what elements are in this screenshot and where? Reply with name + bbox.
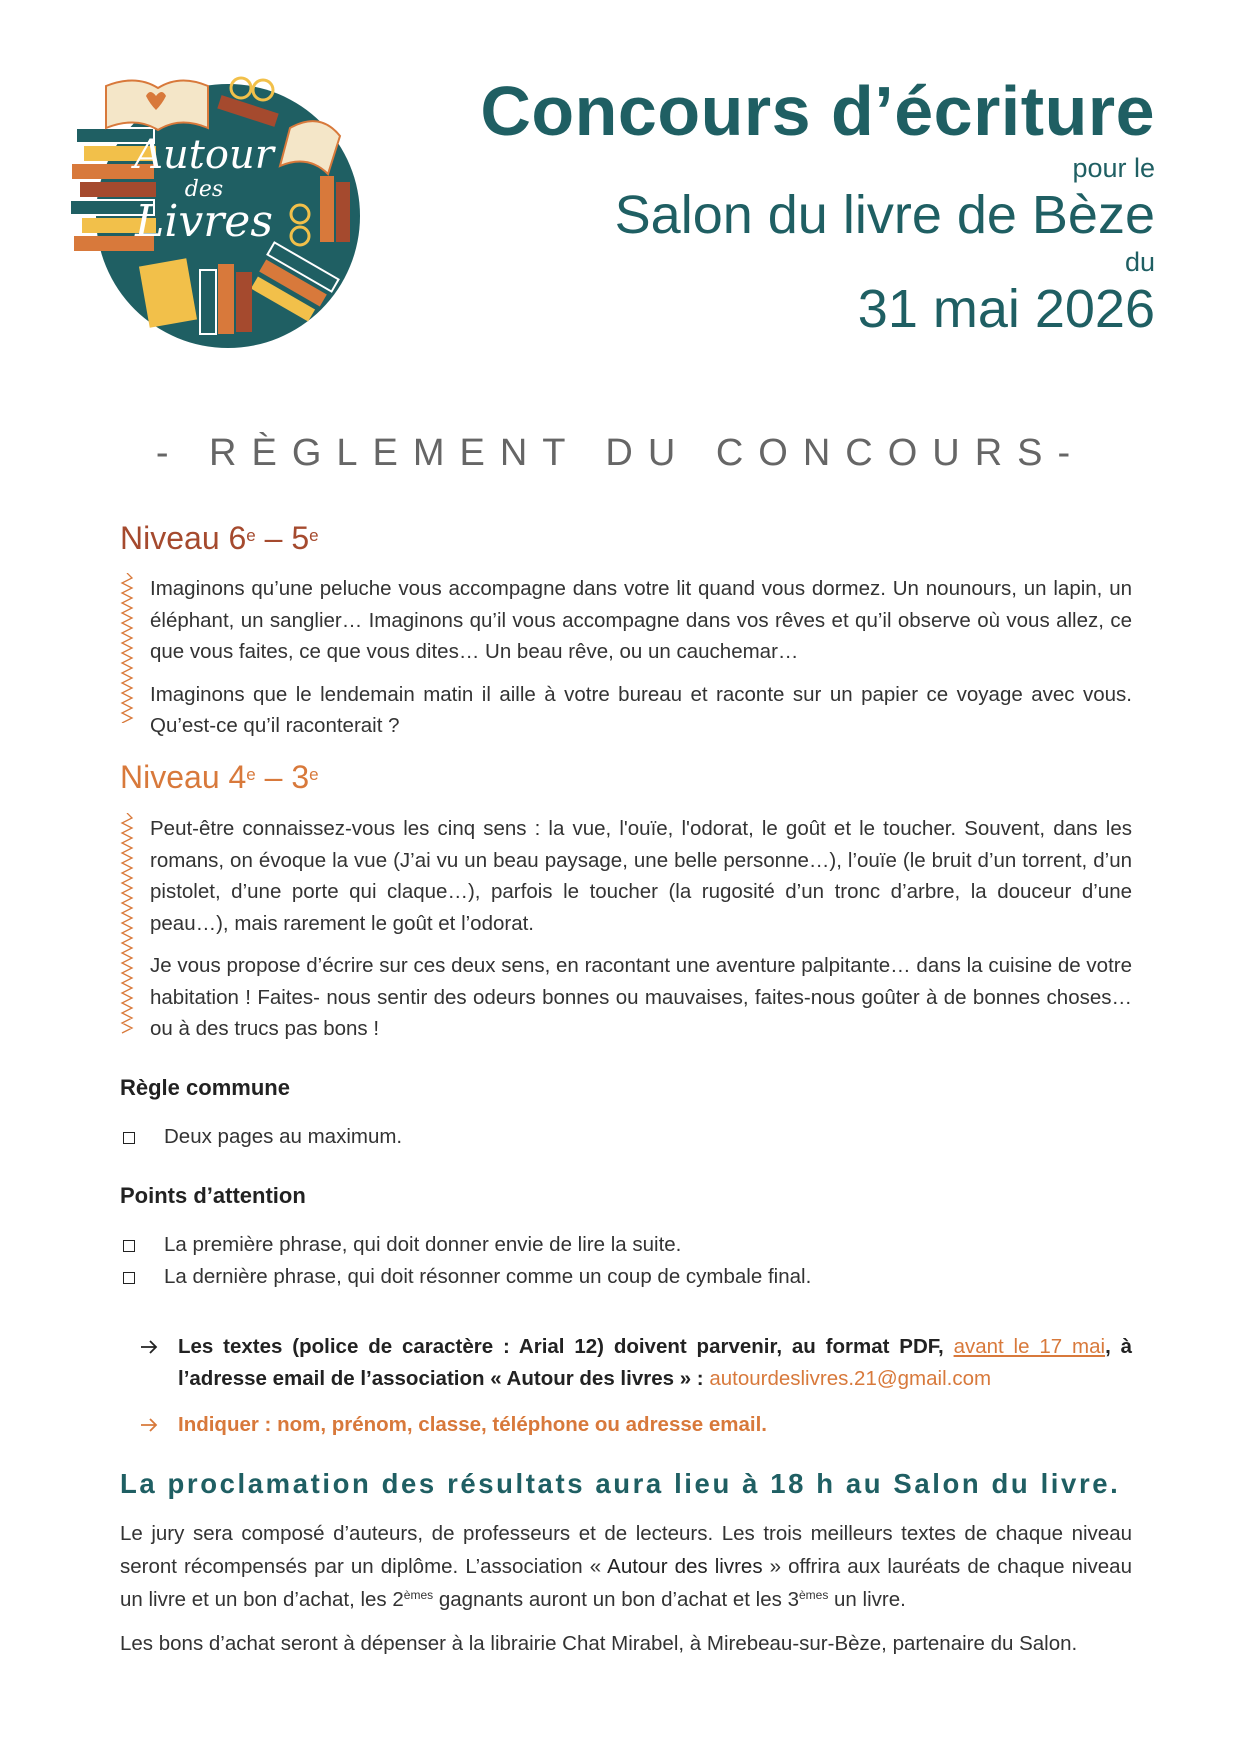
title-pour-le: pour le	[1072, 153, 1155, 183]
level-1-block	[120, 573, 1132, 753]
level-1-sup-1: e	[246, 526, 256, 545]
jury-text-b: » offrira aux lauréats de chaque niveau un livre et un bon d’achat, les 2	[120, 1555, 1132, 1611]
level-2-heading-dash: – 3	[255, 759, 310, 795]
level-1-paragraph-1: Imaginons qu’une peluche vous accompagne dans votre lit quand vous dormez. Un nounours, un lapin, un éléphant, un sanglier… Imaginons qu’il vous accompagne dans vos rêves et qu’il observe où vous allez, ce que vous faites, ce que vous dites… Un beau rêve, ou un cauchemar…	[150, 577, 1132, 663]
arrow-right-icon	[138, 1331, 160, 1363]
jury-text-a: Le jury sera composé d’auteurs, de professeurs et de lecteurs. Les trois meilleurs textes de chaque niveau seront récompensés par un diplôme. L’association «	[120, 1522, 1132, 1578]
jury-section	[120, 1517, 1132, 1671]
page-title: Concours d’écriture	[480, 72, 1155, 150]
title-du: du	[1124, 247, 1155, 277]
checkbox-square-icon	[123, 1240, 135, 1252]
wavy-border-icon	[120, 813, 134, 1035]
list-item-text: La dernière phrase, qui doit résonner comme un coup de cymbale final.	[164, 1265, 812, 1288]
header-title-block	[480, 70, 1155, 340]
submission-text-2: , à l’adresse email de l’association « Autour des livres » :	[178, 1335, 1133, 1390]
reglement-heading: - RÈGLEMENT DU CONCOURS-	[155, 432, 1086, 474]
level-1-heading-text: Niveau 6	[120, 520, 247, 556]
jury-assoc-name: Autour des livres	[607, 1555, 763, 1578]
logo-illustration	[58, 66, 394, 366]
jury-sup-2: èmes	[403, 1588, 434, 1602]
logo-text-livres: Livres	[135, 196, 273, 247]
jury-text-d: un livre.	[828, 1588, 906, 1611]
level-1-sup-2: e	[309, 526, 319, 545]
jury-paragraph-1	[120, 1517, 1132, 1616]
logo-text-des: des	[184, 177, 224, 202]
level-1-heading-dash: – 5	[255, 520, 310, 556]
level-2-paragraph-2: Je vous propose d’écrire sur ces deux sens, en racontant une aventure palpitante… dans la cuisine de votre habitation ! Faites- nous sentir des odeurs bonnes ou mauvaises, faites-nous goûter à de bonnes choses… ou à des trucs pas bons !	[150, 954, 1132, 1040]
list-item	[120, 1121, 402, 1153]
jury-sup-3: èmes	[798, 1588, 829, 1602]
email-link[interactable]: autourdeslivres.21@gmail.com	[709, 1367, 992, 1390]
level-1-heading	[120, 518, 319, 558]
list-item	[120, 1261, 811, 1293]
checkbox-square-icon	[123, 1132, 135, 1144]
wavy-border-icon	[120, 573, 134, 723]
regle-commune-list	[120, 1121, 402, 1153]
list-item-text: Deux pages au maximum.	[164, 1125, 403, 1148]
deadline-text: avant le 17 mai	[953, 1335, 1106, 1358]
title-date: 31 mai 2026	[857, 279, 1155, 339]
points-attention-heading: Points d’attention	[120, 1183, 306, 1208]
title-salon: Salon du livre de Bèze	[614, 185, 1155, 245]
submission-text-1: Les textes (police de caractère : Arial 12) doivent parvenir, au format PDF,	[178, 1335, 954, 1358]
list-item-text: La première phrase, qui doit donner envie de lire la suite.	[164, 1233, 682, 1256]
submission-instruction	[138, 1331, 1132, 1395]
level-2-block	[120, 813, 1132, 1056]
arrow-right-icon	[138, 1409, 160, 1441]
points-attention-list	[120, 1229, 811, 1293]
indicate-text: Indiquer : nom, prénom, classe, téléphone ou adresse email.	[178, 1413, 767, 1436]
level-2-sup-1: e	[246, 765, 256, 784]
level-2-sup-2: e	[309, 765, 319, 784]
logo-text-autour: Autour	[134, 132, 274, 178]
level-2-heading	[120, 757, 319, 797]
level-1-paragraph-2: Imaginons que le lendemain matin il aille à votre bureau et raconte sur un papier ce voyage avec vous. Qu’est-ce qu’il raconterait ?	[150, 682, 1132, 737]
jury-text-c: gagnants auront un bon d’achat et les 3	[433, 1588, 799, 1611]
indicate-instruction	[138, 1409, 1132, 1441]
regle-commune-heading: Règle commune	[120, 1075, 290, 1100]
list-item	[120, 1229, 811, 1261]
jury-paragraph-2: Les bons d’achat seront à dépenser à la librairie Chat Mirabel, à Mirebeau-sur-Bèze, partenaire du Salon.	[120, 1632, 1078, 1655]
proclamation-heading: La proclamation des résultats aura lieu à 18 h au Salon du livre.	[120, 1468, 1121, 1499]
checkbox-square-icon	[123, 1272, 135, 1284]
autour-des-livres-logo	[58, 66, 394, 366]
level-2-paragraph-1: Peut-être connaissez-vous les cinq sens : la vue, l'ouïe, l'odorat, le goût et le toucher. Souvent, dans les romans, on évoque la vue (J’ai vu un beau paysage, une belle personne…), l’ouïe (le bruit d’un torrent, d’un pistolet, d’une porte qui claque…), parfois le toucher (la rugosité d’un tronc d’arbre, la douceur d’une peau…), mais rarement le goût et l’odorat.	[150, 817, 1132, 935]
level-2-heading-text: Niveau 4	[120, 759, 247, 795]
